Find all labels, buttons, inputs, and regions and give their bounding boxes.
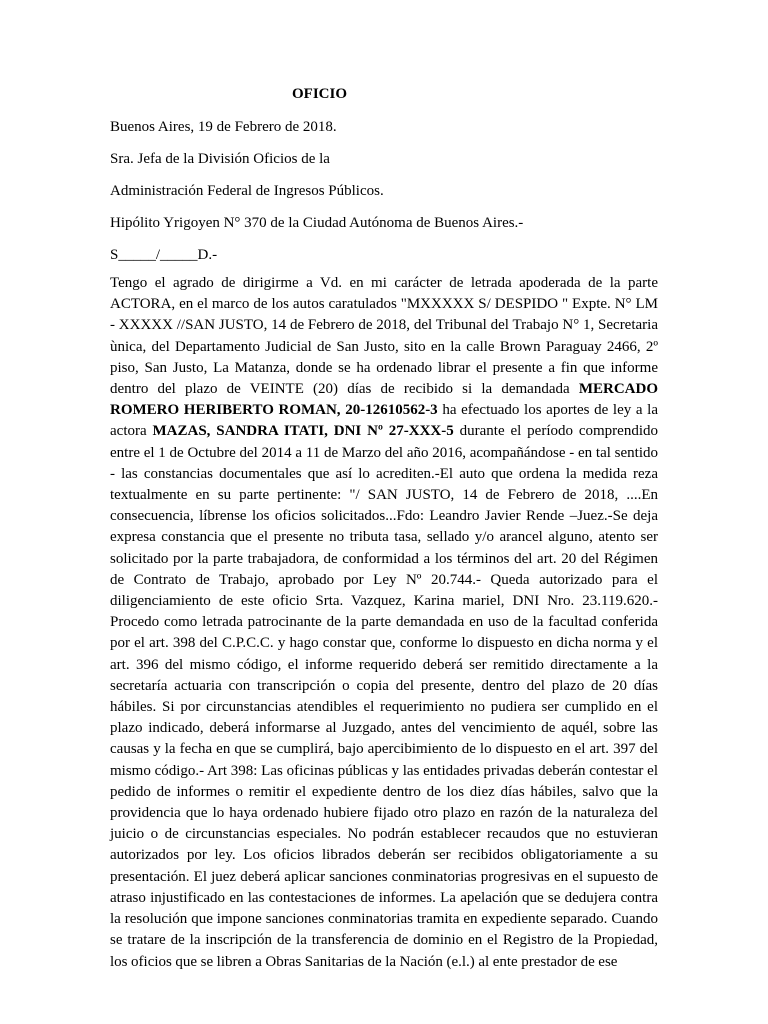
demandada-name: MERCADO ROMERO HERIBERTO ROMAN, 20-12610562-3 bbox=[110, 381, 658, 419]
body-text-part-2: ha efectuado los aportes de ley a la actora bbox=[110, 402, 658, 440]
place-date: Buenos Aires, 19 de Febrero de 2018. bbox=[110, 119, 337, 135]
salutation: S_____/_____D.- bbox=[110, 247, 218, 263]
actora-name: MAZAS, SANDRA ITATI, DNI Nº 27-XXX-5 bbox=[152, 423, 454, 440]
body-text-part-3: durante el período comprendido entre el 1 de Octubre del 2014 a 11 de Marzo del año 2016, acompañándose - en tal sentido - las constancias documentales que así lo acrediten.-El auto que ordena la medida reza textualmente en su parte pertinente: "/ SAN JUSTO, 14 de Febrero de 2018, ....En consecuencia, líbrense los oficios solicitados...Fdo: Leandro Javier Rende –Juez.-Se deja expresa constancia que el presente no tributa tasa, sellado y/o arancel alguno, atento ser solicitado por la parte trabajadora, de conformidad a los términos del art. 20 del Régimen de Contrato de Trabajo, aprobado por Ley Nº 20.744.- Queda autorizado para el diligenciamiento de este oficio Srta. Vazquez, Karina mariel, DNI Nro. 23.119.620.-Procedo como letrada patrocinante de la parte demandada en uso de la facultad conferida por el art. 398 del C.P.C.C. y hago constar que, conforme lo dispuesto en dicha norma y el art. 396 del mismo código, el informe requerido deberá ser remitido directamente a la secretaría actuaria con transcripción o copia del presente, dentro del plazo de 20 días hábiles. Si por circunstancias atendibles el requerimiento no pudiera ser cumplido en el plazo indicado, deberá informarse al Juzgado, antes del vencimiento de aquél, sobre las causas y la fecha en que se cumplirá, bajo apercibimiento de lo dispuesto en el art. 397 del mismo código.- Art 398: Las oficinas públicas y las entidades privadas deberán contestar el pedido de informes o remitir el expediente dentro de los diez días hábiles, salvo que la providencia que lo haya ordenado hubiere fijado otro plazo en razón de la naturaleza del juicio o de circunstancias especiales. No podrán establecer recaudos que no estuvieran autorizados por ley. Los oficios librados deberán ser recibidos obligatoriamente a su presentación. El juez deberá aplicar sanciones conminatorias progresivas en el supuesto de atraso injustificado en las contestaciones de informes. La apelación que se dedujera contra la resolución que impone sanciones conminatorias tramita en expediente separado. Cuando se tratare de la inscripción de la transferencia de dominio en el Registro de la Propiedad, los oficios que se libren a Obras Sanitarias de la Nación (e.l.) al ente prestador de ese bbox=[110, 423, 658, 970]
recipient-address: Hipólito Yrigoyen N° 370 de la Ciudad Autónoma de Buenos Aires.- bbox=[110, 215, 524, 231]
body-text-part-1: Tengo el agrado de dirigirme a Vd. en mi carácter de letrada apoderada de la parte ACTORA, en el marco de los autos caratulados "MXXXXX S/ DESPIDO " Expte. N° LM - XXXXX //SAN JUSTO, 14 de Febrero de 2018, del Tribunal del Trabajo N° 1, Secretaria ùnica, del Departamento Judicial de San Justo, sito en la calle Brown Paraguay 2466, 2º piso, San Justo, La Matanza, donde se ha ordenado librar el presente a fin que informe dentro del plazo de VEINTE (20) días de recibido si la demandada bbox=[110, 275, 658, 398]
recipient-line-2: Administración Federal de Ingresos Públicos. bbox=[110, 183, 384, 199]
recipient-line-1: Sra. Jefa de la División Oficios de la bbox=[110, 151, 330, 167]
document-title: OFICIO bbox=[292, 86, 348, 102]
body-paragraph bbox=[110, 273, 658, 973]
